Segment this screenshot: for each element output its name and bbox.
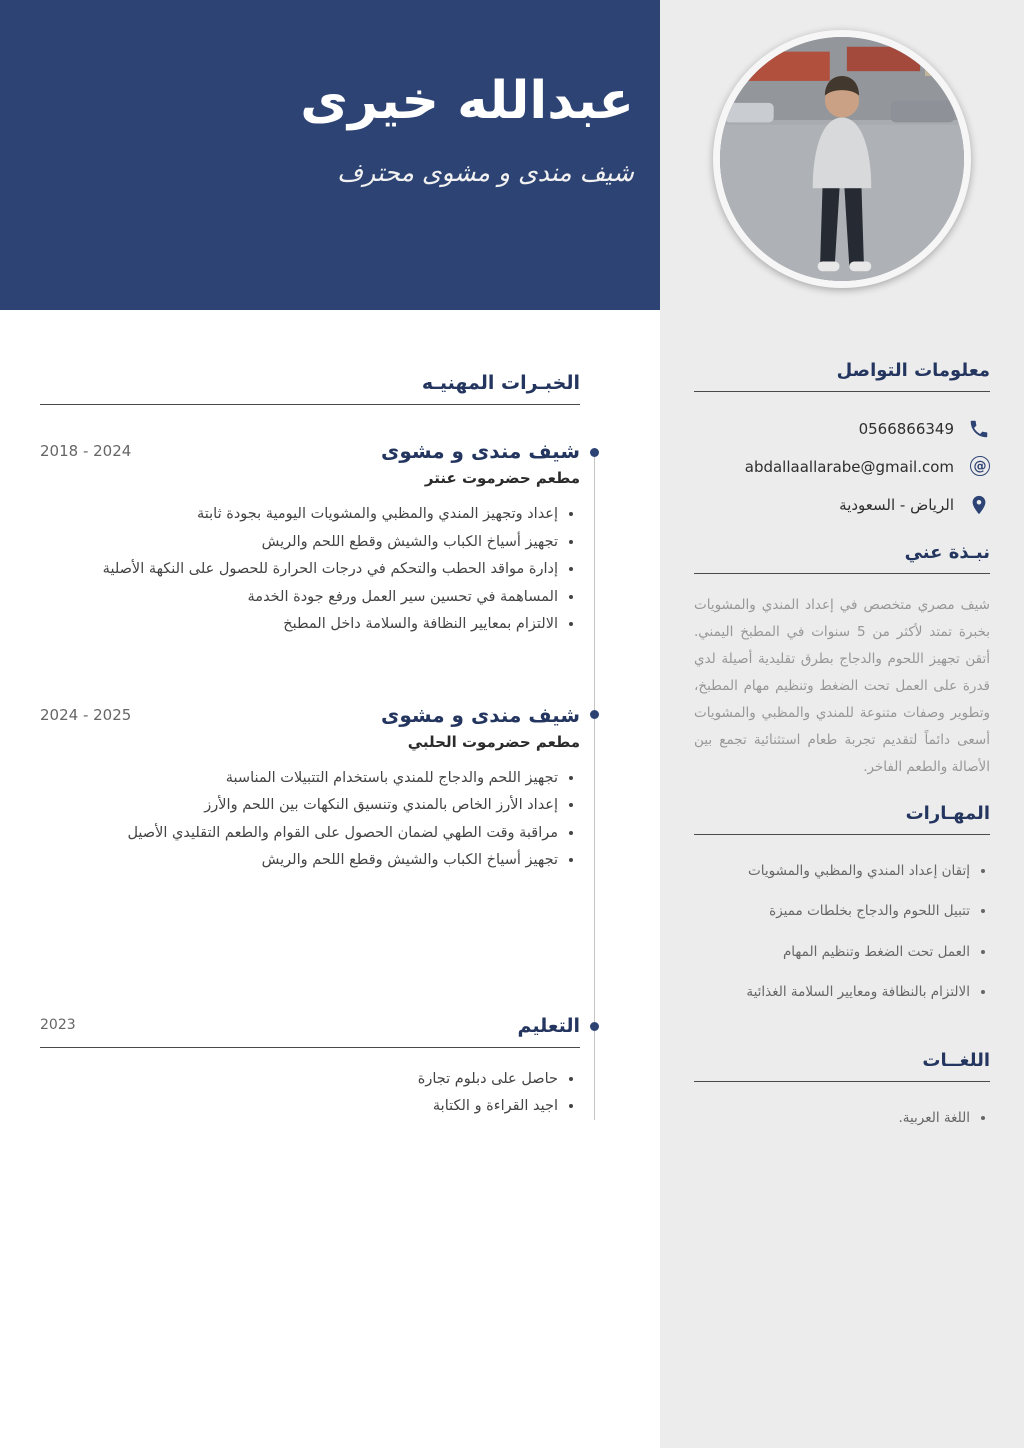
profile-photo	[713, 30, 971, 288]
skills-heading: المهـارات	[694, 803, 990, 835]
about-text: شيف مصري متخصص في إعداد المندي والمشويات بخبرة تمتد لأكثر من 5 سنوات في المطبخ اليمني. أتقن تجهيز اللحوم والدجاج بطرق تقليدية أصيلة لدي قدرة على العمل تحت الضغط وتنظيم مهام المطبخ، وتطوير وصفات متنوعة للمندي والمظبي والمشويات أسعى دائماً لتقديم تجربة طعام استثنائية تجمع بين الأصالة والطعم الفاخر.	[694, 597, 990, 775]
languages-heading: اللغــات	[694, 1050, 990, 1082]
email-value: abdallaallarabe@gmail.com	[744, 458, 954, 476]
experience-section	[40, 372, 580, 875]
job-bullet: • إدارة مواقد الحطب والتحكم في درجات الحرارة للحصول على النكهة الأصلية	[40, 556, 558, 584]
timeline-line	[594, 452, 595, 1120]
job-title-2: شيف مندى و مشوى	[380, 702, 580, 727]
header	[0, 0, 660, 310]
contact-location-row	[694, 494, 990, 516]
location-value: الرياض - السعودية	[839, 496, 954, 514]
phone-icon	[968, 418, 990, 440]
contact-section	[694, 360, 990, 516]
languages-section	[694, 1050, 990, 1130]
job-bullet: • المساهمة في تحسين سير العمل ورفع جودة الخدمة	[40, 584, 558, 612]
contact-email-row	[694, 456, 990, 478]
job-bullet: • مراقبة وقت الطهي لضمان الحصول على القوام والطعم التقليدي الأصيل	[40, 820, 558, 848]
contact-phone-row	[694, 418, 990, 440]
contact-heading: معلومات التواصل	[694, 360, 990, 392]
location-pin-icon	[968, 494, 990, 516]
education-item: • اجيد القراءة و الكتابة	[40, 1093, 558, 1121]
timeline-dot	[590, 448, 599, 457]
job-date-2: 2024 - 2025	[40, 705, 132, 724]
education-item: • حاصل على دبلوم تجارة	[40, 1066, 558, 1094]
education-section	[40, 1015, 580, 1121]
email-icon: @	[968, 456, 990, 478]
main-content	[40, 372, 580, 1121]
skills-list	[694, 859, 990, 1004]
job-bullet: • تجهيز أسياخ الكباب والشيش وقطع اللحم والريش	[40, 529, 558, 557]
job-date-1: 2018 - 2024	[40, 442, 132, 460]
job-bullets-2	[40, 765, 580, 875]
skill-item: • العمل تحت الضغط وتنظيم المهام	[694, 940, 970, 964]
education-heading: التعليم	[517, 1014, 580, 1037]
job-company-2: مطعم حضرموت الحلبي	[407, 732, 580, 751]
education-list	[40, 1066, 580, 1121]
skills-section	[694, 803, 990, 1004]
languages-list	[694, 1106, 990, 1130]
timeline-dot	[590, 1022, 599, 1031]
education-date: 2023	[40, 1016, 76, 1033]
job-bullet: • إعداد وتجهيز المندي والمظبي والمشويات اليومية بجودة ثابتة	[40, 501, 558, 529]
name: عبدالله خيرى	[300, 71, 634, 131]
skill-item: • الالتزام بالنظافة ومعايير السلامة الغذائية	[694, 980, 970, 1004]
job-entry	[40, 439, 580, 639]
job-company-1: مطعم حضرموت عنتر	[424, 469, 580, 487]
job-bullets-1	[40, 501, 580, 639]
job-bullet: • تجهيز أسياخ الكباب والشيش وقطع اللحم والريش	[40, 847, 558, 875]
job-entry	[40, 703, 580, 875]
profile-photo-placeholder	[720, 37, 964, 281]
about-section	[694, 542, 990, 781]
job-bullet: • إعداد الأرز الخاص بالمندي وتنسيق النكهات بين اللحم والأرز	[40, 792, 558, 820]
phone-value: 0566866349	[858, 420, 954, 438]
job-title: شيف مندى و مشوى محترف	[337, 157, 634, 187]
job-bullet: • تجهيز اللحم والدجاج للمندي باستخدام التتبيلات المناسبة	[40, 765, 558, 793]
sidebar	[660, 0, 1024, 1448]
skill-item: • تتبيل اللحوم والدجاج بخلطات مميزة	[694, 899, 970, 923]
timeline-dot	[590, 710, 599, 719]
job-bullet: • الالتزام بمعايير النظافة والسلامة داخل المطبخ	[40, 611, 558, 639]
experience-heading: الخبـرات المهنيـه	[40, 372, 580, 405]
about-heading: نبـذة عني	[694, 542, 990, 574]
skill-item: • إتقان إعداد المندي والمظبي والمشويات	[694, 859, 970, 883]
language-item: • اللغة العربية.	[694, 1106, 970, 1130]
job-title-1: شيف مندى و مشوى	[380, 439, 580, 463]
